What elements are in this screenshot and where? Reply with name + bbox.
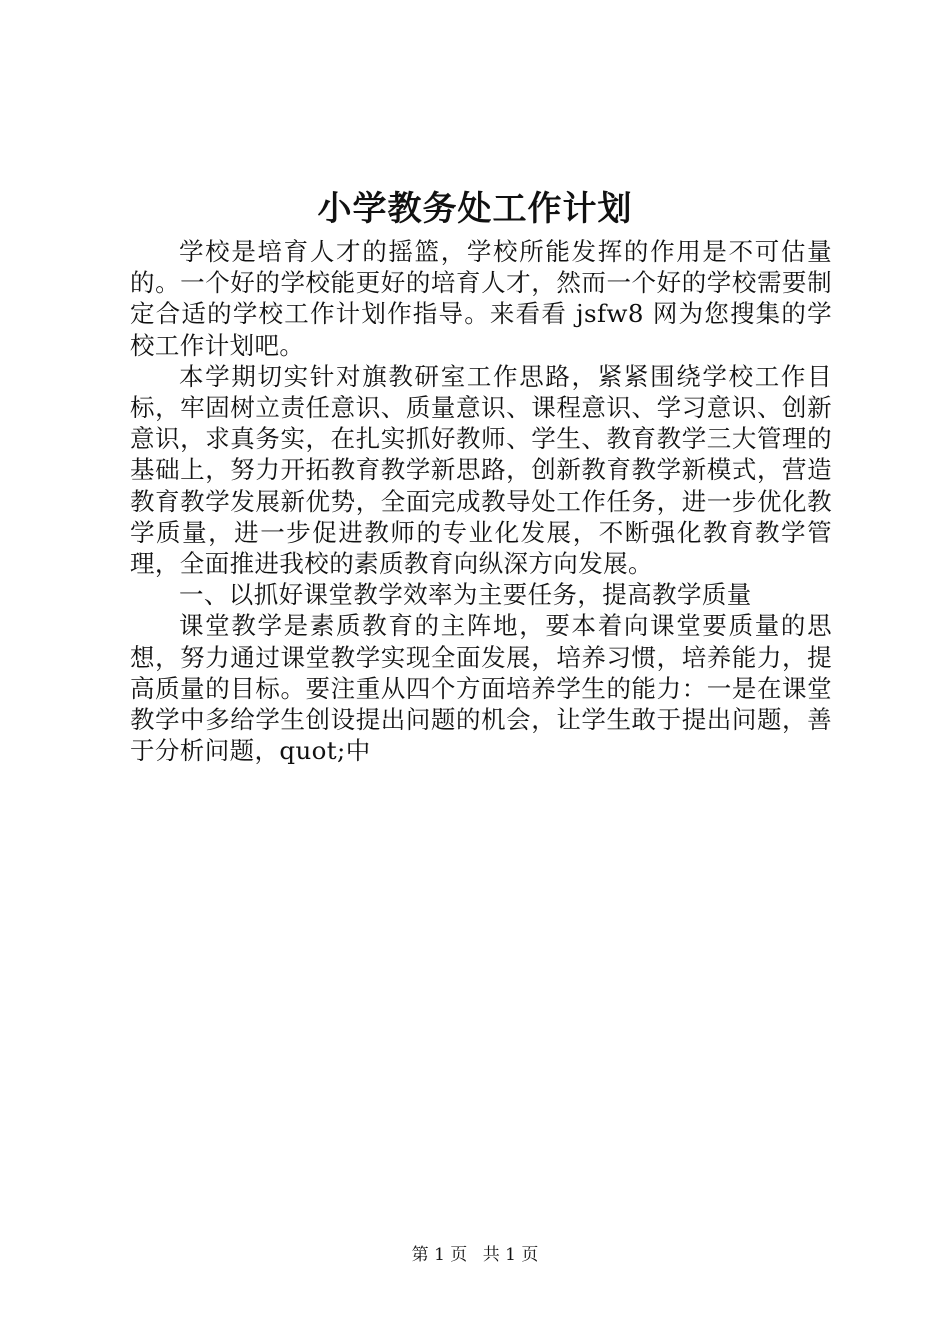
page-footer — [0, 1243, 950, 1267]
document-title: 小学教务处工作计划 — [317, 189, 633, 229]
section-heading: 一、以抓好课堂教学效率为主要任务，提高教学质量 — [179, 580, 752, 610]
page-number: 第 1 页 — [411, 1245, 468, 1265]
semester-goals-paragraph: 本学期切实针对旗教研室工作思路，紧紧围绕学校工作目标，牢固树立责任意识、质量意识、课程意识、学习意识、创新意识，求真务实，在扎实抓好教师、学生、教育教学三大管理的基础上，努力开拓教育教学新思路，创新教育教学新模式，营造教育教学发展新优势，全面完成教导处工作任务，进一步优化教学质量，进一步促进教师的专业化发展，不断强化教育教学管理，全面推进我校的素质教育向纵深方向发展。 — [130, 361, 832, 579]
page-total: 共 1 页 — [482, 1245, 539, 1265]
intro-paragraph: 学校是培育人才的摇篮，学校所能发挥的作用是不可估量的。一个好的学校能更好的培育人才，然而一个好的学校需要制定合适的学校工作计划作指导。来看看 jsfw8 网为您搜集的学校工作计划吧。 — [130, 237, 832, 360]
document-body — [130, 236, 832, 766]
classroom-teaching-paragraph: 课堂教学是素质教育的主阵地，要本着向课堂要质量的思想，努力通过课堂教学实现全面发展，培养习惯，培养能力，提高质量的目标。要注重从四个方面培养学生的能力：一是在课堂教学中多给学生创设提出问题的机会，让学生敢于提出问题，善于分析问题，quot;中 — [130, 611, 832, 766]
